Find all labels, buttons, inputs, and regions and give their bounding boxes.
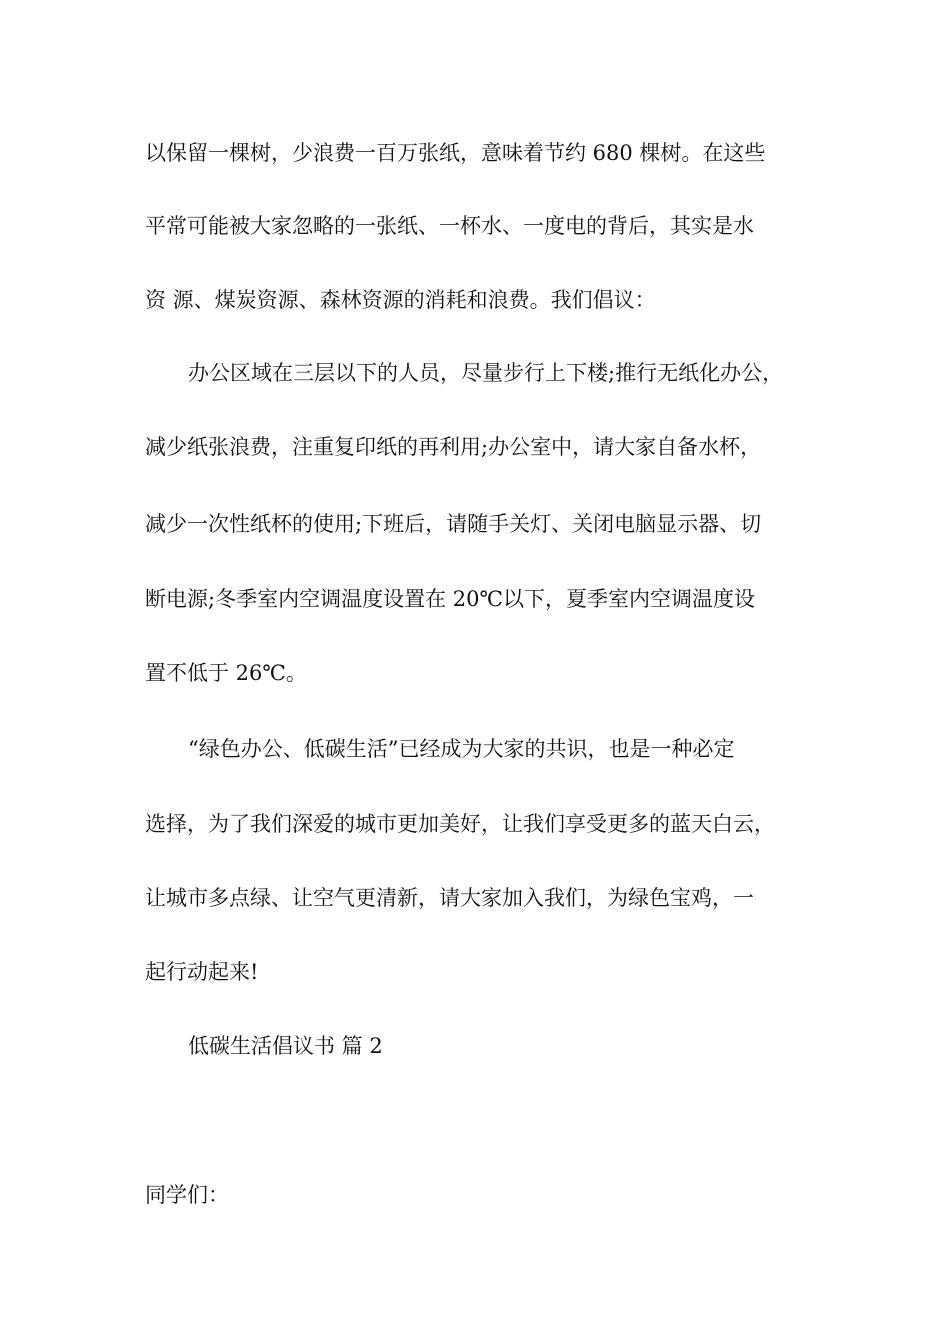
paragraph-start-line: “绿色办公、低碳生活”已经成为大家的共识，也是一种必定 (188, 737, 735, 761)
body-text-line: 平常可能被大家忽略的一张纸、一杯水、一度电的背后，其实是水 (145, 214, 754, 238)
body-text-line: 置不低于 26℃。 (145, 661, 307, 685)
body-text-line: 让城市多点绿、让空气更清新，请大家加入我们，为绿色宝鸡，一 (145, 886, 754, 910)
section-heading: 低碳生活倡议书 篇 2 (188, 1034, 383, 1058)
body-text-line: 减少纸张浪费，注重复印纸的再利用;办公室中，请大家自备水杯， (145, 435, 762, 459)
body-text-line: 断电源;冬季室内空调温度设置在 20℃以下，夏季室内空调温度设 (145, 587, 755, 611)
body-text-line: 选择，为了我们深爱的城市更加美好，让我们享受更多的蓝天白云， (145, 812, 775, 836)
body-text-line: 以保留一棵树，少浪费一百万张纸，意味着节约 680 棵树。在这些 (145, 141, 766, 165)
paragraph-start-line: 办公区域在三层以下的人员，尽量步行上下楼;推行无纸化办公， (188, 361, 784, 385)
body-text-line: 起行动起来! (145, 960, 259, 984)
body-text-line: 减少一次性纸杯的使用;下班后，请随手关灯、关闭电脑显示器、切 (145, 512, 762, 536)
salutation: 同学们： (145, 1183, 229, 1207)
body-text-line: 资 源、煤炭资源、森林资源的消耗和浪费。我们倡议： (145, 288, 656, 312)
